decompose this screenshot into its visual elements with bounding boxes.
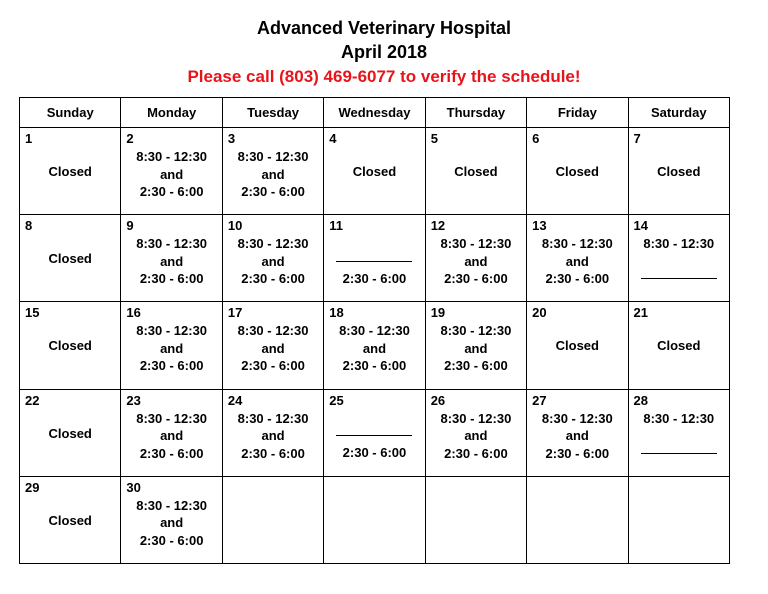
day-cell xyxy=(222,128,323,215)
week-row xyxy=(20,389,730,476)
calendar-table xyxy=(19,97,730,564)
hours-line: 8:30 - 12:30 xyxy=(136,236,208,252)
day-number: 2 xyxy=(126,131,134,146)
day-number: 6 xyxy=(532,131,540,146)
closed-label: Closed xyxy=(48,425,92,441)
day-cell xyxy=(121,476,222,563)
day-cell xyxy=(425,215,526,302)
hours-line: and xyxy=(464,340,488,356)
day-cell xyxy=(628,215,729,302)
day-number: 14 xyxy=(633,218,648,234)
day-number: 30 xyxy=(126,479,141,495)
empty-day-cell xyxy=(222,476,323,563)
weekday-header-thursday: Thursday xyxy=(425,98,526,128)
hours-line: 2:30 - 6:00 xyxy=(444,271,508,287)
hours-line: 2:30 - 6:00 xyxy=(342,445,407,461)
day-number: 7 xyxy=(633,131,641,146)
hours-line: 8:30 - 12:30 xyxy=(136,323,208,339)
closed-label: Closed xyxy=(657,338,701,354)
closed-label: Closed xyxy=(555,338,599,354)
closed-label: Closed xyxy=(48,164,92,179)
hours-line: and xyxy=(160,428,184,444)
calendar-body xyxy=(20,128,730,564)
hours-line: 8:30 - 12:30 xyxy=(339,323,410,339)
day-cell xyxy=(628,389,729,476)
blank-hours-line xyxy=(641,261,717,280)
hours-line: 2:30 - 6:00 xyxy=(444,358,508,374)
day-cell xyxy=(628,128,729,215)
day-number: 11 xyxy=(329,218,344,234)
day-cell xyxy=(527,215,628,302)
day-cell xyxy=(527,128,628,215)
day-number: 16 xyxy=(126,305,141,321)
closed-label: Closed xyxy=(48,512,92,528)
week-row xyxy=(20,128,730,215)
weekday-header-tuesday: Tuesday xyxy=(222,98,323,128)
day-cell xyxy=(527,389,628,476)
day-cell xyxy=(222,302,323,389)
hours-line: 2:30 - 6:00 xyxy=(342,270,407,286)
day-number: 9 xyxy=(126,218,134,234)
day-number: 25 xyxy=(329,392,344,408)
hours-block xyxy=(121,215,221,288)
day-cell xyxy=(425,302,526,389)
closed-status xyxy=(20,128,120,179)
hours-line: and xyxy=(160,515,184,531)
verify-notice: Please call (803) 469-6077 to verify the schedule! xyxy=(187,67,581,86)
hours-line: and xyxy=(160,253,184,269)
hours-line: and xyxy=(362,340,387,356)
day-number: 28 xyxy=(633,392,648,408)
day-cell xyxy=(425,128,526,215)
hours-line: 2:30 - 6:00 xyxy=(241,271,305,287)
day-number: 10 xyxy=(227,218,243,234)
day-number: 24 xyxy=(227,392,243,408)
week-row xyxy=(20,476,730,563)
hours-line: 8:30 - 12:30 xyxy=(136,497,208,513)
day-cell xyxy=(20,476,121,563)
day-number: 3 xyxy=(227,131,236,146)
day-number: 5 xyxy=(430,131,438,146)
empty-day-cell xyxy=(324,476,425,563)
hours-line: 8:30 - 12:30 xyxy=(440,410,512,426)
day-number: 4 xyxy=(329,131,337,146)
closed-label: Closed xyxy=(555,164,599,179)
weekday-header-sunday: Sunday xyxy=(20,98,121,128)
closed-label: Closed xyxy=(48,338,92,354)
closed-status xyxy=(629,128,729,179)
day-cell xyxy=(121,215,222,302)
day-number: 26 xyxy=(430,392,446,408)
day-cell xyxy=(628,302,729,389)
day-cell xyxy=(121,302,222,389)
day-number: 8 xyxy=(25,218,33,234)
closed-status xyxy=(527,128,627,179)
blank-hours-line xyxy=(336,243,412,262)
day-number: 21 xyxy=(633,305,648,321)
day-number: 29 xyxy=(25,479,40,495)
hours-line: and xyxy=(160,166,184,182)
hours-line: and xyxy=(464,428,488,444)
day-cell xyxy=(121,389,222,476)
day-cell xyxy=(222,215,323,302)
day-number: 1 xyxy=(25,131,33,146)
weekday-header-saturday: Saturday xyxy=(628,98,729,128)
day-number: 13 xyxy=(532,218,547,234)
hours-line: 2:30 - 6:00 xyxy=(342,358,407,374)
hours-line: 8:30 - 12:30 xyxy=(541,410,613,426)
empty-day-cell xyxy=(628,476,729,563)
closed-label: Closed xyxy=(48,251,92,267)
hours-line: 8:30 - 12:30 xyxy=(237,410,309,426)
hours-line: 2:30 - 6:00 xyxy=(241,184,305,199)
day-number: 18 xyxy=(329,305,344,321)
day-cell xyxy=(222,389,323,476)
hours-line: and xyxy=(464,253,488,269)
day-number: 20 xyxy=(532,305,547,321)
day-cell xyxy=(20,389,121,476)
blank-hours-line xyxy=(336,418,412,437)
closed-status xyxy=(20,215,120,266)
hours-line: 2:30 - 6:00 xyxy=(241,358,305,374)
hours-line: 8:30 - 12:30 xyxy=(237,149,309,164)
day-number: 22 xyxy=(25,392,40,408)
hours-line: 8:30 - 12:30 xyxy=(136,410,208,426)
closed-status xyxy=(426,128,526,179)
hospital-name: Advanced Veterinary Hospital xyxy=(256,18,512,38)
hours-line: 8:30 - 12:30 xyxy=(643,410,715,426)
hours-line: 2:30 - 6:00 xyxy=(139,445,204,461)
closed-label: Closed xyxy=(352,164,397,179)
hours-line: 8:30 - 12:30 xyxy=(643,236,715,252)
hours-line: and xyxy=(565,253,589,269)
day-cell xyxy=(527,302,628,389)
hours-line: 8:30 - 12:30 xyxy=(136,149,208,164)
hours-line: 8:30 - 12:30 xyxy=(440,236,512,252)
hours-line: 2:30 - 6:00 xyxy=(139,271,204,287)
hours-line: and xyxy=(261,340,285,356)
day-cell xyxy=(425,389,526,476)
day-cell xyxy=(324,389,425,476)
hours-line: 2:30 - 6:00 xyxy=(139,532,204,548)
weekday-header-friday: Friday xyxy=(527,98,628,128)
hours-line: and xyxy=(261,428,285,444)
day-number: 17 xyxy=(227,305,243,321)
month-title: April 2018 xyxy=(340,42,428,62)
hours-line: and xyxy=(565,428,589,444)
day-cell xyxy=(121,128,222,215)
day-cell xyxy=(324,128,425,215)
hours-line: 8:30 - 12:30 xyxy=(541,236,613,252)
day-cell xyxy=(20,215,121,302)
empty-day-cell xyxy=(425,476,526,563)
weekday-header-wednesday: Wednesday xyxy=(324,98,425,128)
hours-line: and xyxy=(160,340,184,356)
hours-block xyxy=(223,128,323,201)
day-cell xyxy=(20,302,121,389)
week-row xyxy=(20,215,730,302)
weekday-header-row xyxy=(20,98,730,128)
day-number: 12 xyxy=(430,218,446,234)
hours-line: and xyxy=(261,166,285,182)
hours-line: and xyxy=(261,253,285,269)
hours-line: 8:30 - 12:30 xyxy=(440,323,512,339)
day-number: 23 xyxy=(126,392,141,408)
day-number: 15 xyxy=(25,305,40,321)
hours-line: 8:30 - 12:30 xyxy=(237,236,309,252)
weekday-header-monday: Monday xyxy=(121,98,222,128)
hours-line: 2:30 - 6:00 xyxy=(139,184,204,199)
hours-line: 2:30 - 6:00 xyxy=(444,445,508,461)
hours-line: 2:30 - 6:00 xyxy=(545,271,610,287)
hours-block xyxy=(121,128,221,201)
hours-line: 2:30 - 6:00 xyxy=(545,445,610,461)
day-cell xyxy=(324,302,425,389)
closed-status xyxy=(324,128,424,179)
day-number: 27 xyxy=(532,392,547,408)
blank-hours-line xyxy=(641,435,717,454)
week-row xyxy=(20,302,730,389)
hours-line: 2:30 - 6:00 xyxy=(139,358,204,374)
empty-day-cell xyxy=(527,476,628,563)
closed-label: Closed xyxy=(454,164,498,179)
hours-line: 8:30 - 12:30 xyxy=(237,323,309,339)
day-cell xyxy=(324,215,425,302)
hours-line: 2:30 - 6:00 xyxy=(241,445,305,461)
day-number: 19 xyxy=(430,305,446,321)
day-cell xyxy=(20,128,121,215)
closed-label: Closed xyxy=(657,164,701,179)
